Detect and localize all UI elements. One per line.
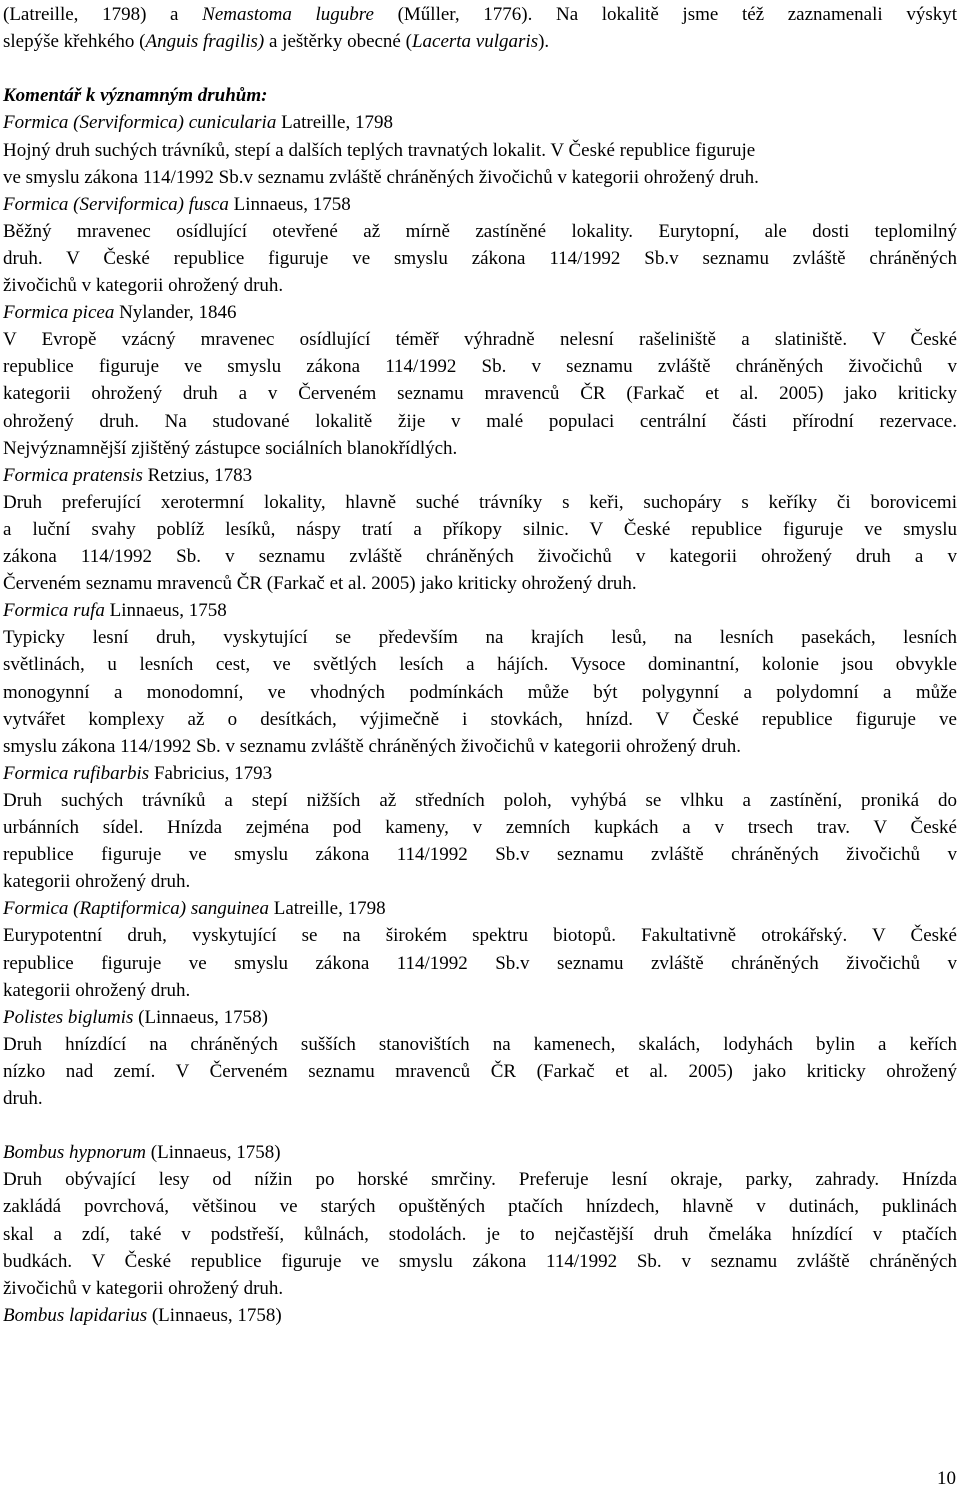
text-span: (Linnaeus, 1758) [146, 1142, 281, 1164]
text-span: vytvářet komplexy až o desítkách, výjimečně i stovkách, hnízd. V České republice figuruje ve [3, 708, 957, 730]
species-name: Polistes biglumis [3, 1006, 134, 1028]
text-span: živočichů v kategorii ohrožený druh. [3, 1277, 284, 1299]
text-line [3, 1275, 957, 1302]
text-span: Červeném seznamu mravenců ČR (Farkač et al. 2005) jako kriticky ohrožený druh. [3, 573, 637, 595]
text-line [3, 814, 957, 841]
text-span: (Linnaeus, 1758) [133, 1006, 268, 1028]
text-line [3, 245, 957, 272]
text-span: Latreille, 1798 [268, 898, 386, 920]
text-span: kategorii ohrožený druh. [3, 871, 191, 893]
species-name: Formica picea [3, 302, 115, 324]
text-line [3, 543, 957, 570]
text-line [3, 1139, 957, 1166]
text-line [3, 1302, 957, 1329]
text-line [3, 1193, 957, 1220]
text-line [3, 435, 957, 462]
text-span: druh. [3, 1088, 43, 1109]
text-span: Druh hnízdící na chráněných sušších stanovištích na kamenech, skalách, lodyhách bylin a keřích [3, 1033, 957, 1055]
species-name: Formica rufibarbis [3, 762, 150, 784]
species-name: Formica (Serviformica) fusca [3, 193, 229, 215]
text-span: Latreille, 1798 [276, 112, 393, 134]
text-line [3, 1248, 957, 1275]
text-line [3, 1031, 957, 1058]
text-span: nízko nad zemí. V Červeném seznamu mravenců ČR (Farkač et al. 2005) jako kriticky ohrožený [3, 1060, 957, 1082]
text-span: (Latreille, 1798) a [3, 4, 203, 25]
text-span: živočichů v kategorii ohrožený druh. [3, 275, 284, 296]
text-span: budkách. V České republice figuruje ve smyslu zákona 114/1992 Sb. v seznamu zvláště chráněných [3, 1250, 957, 1272]
text-line [3, 82, 957, 109]
text-line [3, 1, 957, 28]
text-line [3, 787, 957, 814]
text-line [3, 1085, 957, 1112]
text-line [3, 516, 957, 543]
text-line [3, 28, 957, 55]
text-line [3, 597, 957, 624]
text-span: (Műller, 1776). Na lokalitě jsme též zaznamenali výskyt [373, 4, 957, 25]
text-line [3, 706, 957, 733]
text-line [3, 1166, 957, 1193]
text-span: monogynní a monodomní, ve vhodných podmínkách může být polygynní a polydomní a může [3, 681, 957, 703]
text-span: Linnaeus, 1758 [104, 600, 227, 622]
text-span: smyslu zákona 114/1992 Sb. v seznamu zvláště chráněných živočichů v kategorii ohrožený druh. [3, 735, 741, 757]
text-line [3, 950, 957, 977]
text-span: Fabricius, 1793 [149, 762, 273, 784]
text-line [3, 977, 957, 1004]
text-line [3, 462, 957, 489]
text-line [3, 109, 957, 136]
text-line [3, 841, 957, 868]
text-span: druh. V České republice figuruje ve smyslu zákona 114/1992 Sb.v seznamu zvláště chráněných [3, 247, 957, 269]
text-span: Eurypotentní druh, vyskytující se na širokém spektru biotopů. Fakultativně otrokářský. V České [3, 925, 957, 947]
text-span: Druh preferující xerotermní lokality, hlavně suché trávníky s keři, suchopáry s keříky či borovicemi [3, 491, 957, 513]
text-line [3, 408, 957, 435]
text-span: Linnaeus, 1758 [228, 193, 351, 215]
species-name: Formica pratensis [3, 464, 143, 486]
text-line [3, 760, 957, 787]
text-span: a luční svahy poblíž lesíků, náspy tratí a příkopy silnic. V České republice figuruje ve smyslu [3, 518, 957, 540]
text-span: slepýše křehkého ( [3, 31, 146, 53]
text-line [3, 489, 957, 516]
species-name: Nemastoma lugubre [202, 4, 374, 25]
text-span: republice figuruje ve smyslu zákona 114/1992 Sb.v seznamu zvláště chráněných živočichů v [3, 844, 957, 866]
text-line [3, 895, 957, 922]
text-span: a ještěrky obecné ( [264, 31, 412, 53]
text-span: republice figuruje ve smyslu zákona 114/1992 Sb.v seznamu zvláště chráněných živočichů v [3, 952, 957, 974]
text-span: kategorii ohrožený druh a v Červeném seznamu mravenců ČR (Farkač et al. 2005) jako kriticky [3, 383, 957, 405]
text-line [3, 624, 957, 651]
text-line [3, 1221, 957, 1248]
text-line [3, 922, 957, 949]
page-number: 10 [937, 1468, 956, 1489]
text-span: Druh obývající lesy od nížin po horské smrčiny. Preferuje lesní okraje, parky, zahrady. Hnízda [3, 1169, 957, 1191]
text-span: republice figuruje ve smyslu zákona 114/1992 Sb. v seznamu zvláště chráněných živočichů v [3, 356, 957, 378]
text-line [3, 1004, 957, 1031]
text-line [3, 570, 957, 597]
text-line [3, 326, 957, 353]
text-line [3, 191, 957, 218]
species-name: Formica rufa [3, 600, 105, 622]
species-name: Lacerta vulgaris [411, 31, 539, 53]
text-span: Nylander, 1846 [114, 302, 237, 324]
text-span: Typicky lesní druh, vyskytující se především na krajích lesů, na lesních pasekách, lesních [3, 627, 957, 649]
text-line [3, 137, 957, 164]
text-span: skal a zdí, také v podstřeší, kůlnách, stodolách. je to nejčastější druh čmeláka hnízdící v ptačích [3, 1223, 957, 1245]
text-line [3, 733, 957, 760]
section-heading: Komentář k významným druhům: [3, 85, 268, 107]
text-span: Hojný druh suchých trávníků, stepí a dalších teplých travnatých lokalit. V České republice figuruje [3, 139, 756, 161]
text-span: ve smyslu zákona 114/1992 Sb.v seznamu zvláště chráněných živočichů v kategorii ohrožený druh. [3, 166, 759, 188]
text-line [3, 679, 957, 706]
species-name: Formica (Raptiformica) sanguinea [3, 898, 269, 920]
text-span: Retzius, 1783 [142, 464, 253, 486]
text-line [3, 380, 957, 407]
text-span: světlinách, u lesních cest, ve světlých lesích a hájích. Vysoce dominantní, kolonie jsou obvykle [3, 654, 957, 676]
text-span: V Evropě vzácný mravenec osídlující téměř výhradně nelesní rašeliniště a slatiniště. V České [3, 329, 957, 351]
text-span: zákona 114/1992 Sb. v seznamu zvláště chráněných živočichů v kategorii ohrožený druh a v [3, 546, 957, 567]
text-line [3, 299, 957, 326]
text-line [3, 164, 957, 191]
text-line [3, 868, 957, 895]
text-span: zakládá povrchová, většinou ve starých opuštěných ptačích hnízdech, hlavně v dutinách, puklinách [3, 1196, 957, 1218]
text-line [3, 272, 957, 299]
text-line [3, 218, 957, 245]
text-span: (Linnaeus, 1758) [147, 1304, 282, 1326]
species-name: Anguis fragilis) [145, 31, 265, 53]
text-span: Běžný mravenec osídlující otevřené až mírně zastíněné lokality. Eurytopní, ale dosti teplomilný [3, 220, 957, 242]
text-line [3, 353, 957, 380]
text-line [3, 1058, 957, 1085]
species-name: Formica (Serviformica) cunicularia [3, 112, 277, 134]
species-name: Bombus lapidarius [3, 1304, 148, 1326]
text-span: ohrožený druh. Na studované lokalitě žije v malé populaci centrální části přírodní rezervace. [3, 410, 957, 432]
text-span: Nejvýznamnější zjištěný zástupce sociálních blanokřídlých. [3, 437, 458, 459]
text-span: Druh suchých trávníků a stepí nižších až středních poloh, vyhýbá se vlhku a zastínění, proniká do [3, 789, 957, 811]
text-line [3, 651, 957, 678]
text-span: kategorii ohrožený druh. [3, 979, 191, 1001]
text-span: urbánních sídel. Hnízda zejména pod kameny, v zemních kupkách a v trsech trav. V České [3, 817, 957, 838]
text-span: ). [538, 31, 550, 53]
species-name: Bombus hypnorum [3, 1142, 147, 1164]
